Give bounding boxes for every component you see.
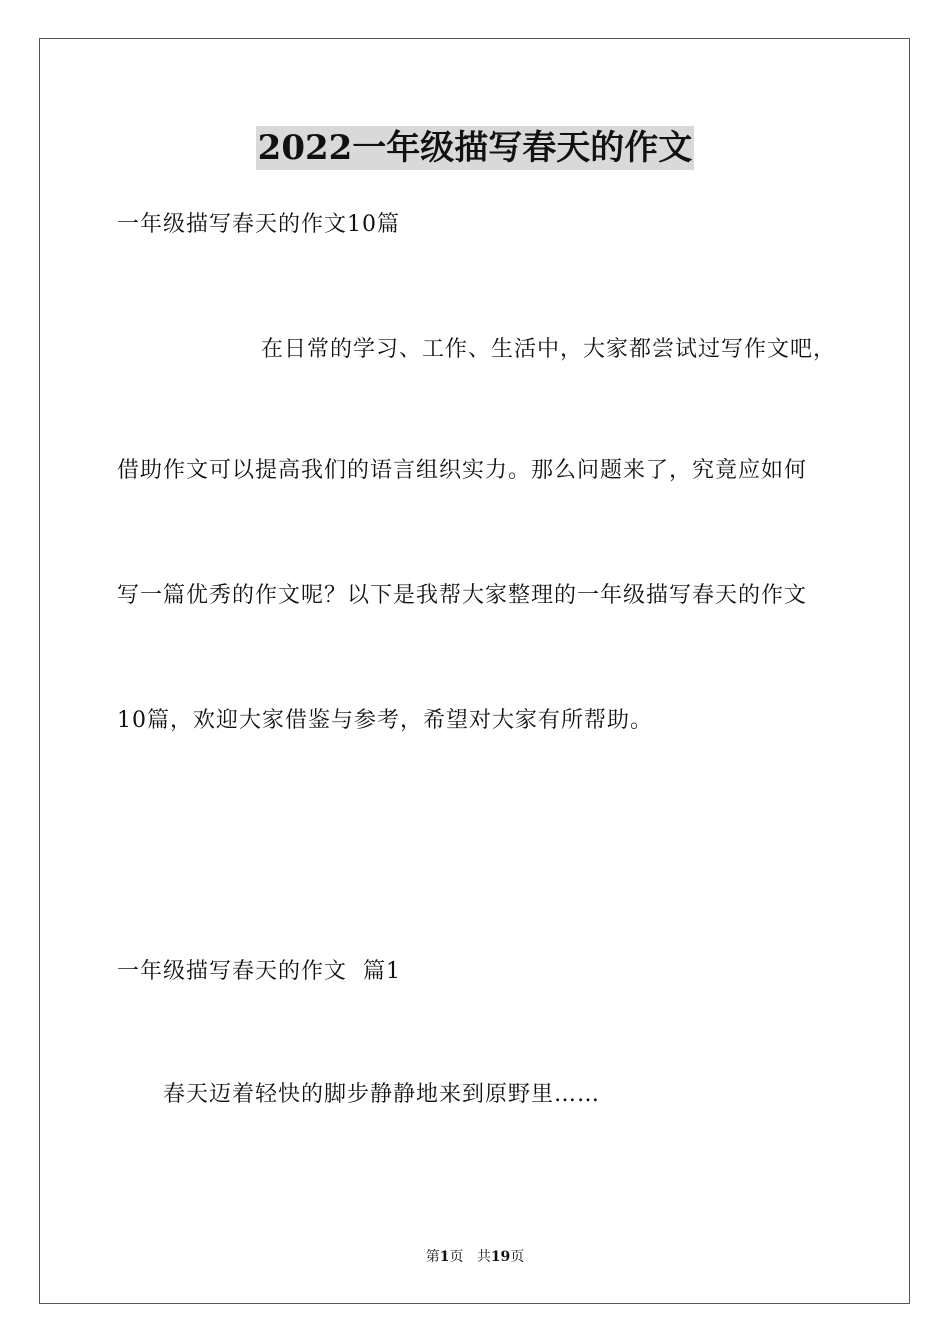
footer-total-pages: 19 xyxy=(490,1249,511,1265)
footer-total-suffix: 页 xyxy=(510,1249,525,1265)
footer-page-suffix: 页 xyxy=(449,1249,464,1265)
footer-page-number: 1 xyxy=(439,1249,450,1265)
document-title: 2022一年级描写春天的作文 xyxy=(257,128,693,168)
intro-line-3: 写一篇优秀的作文呢？以下是我帮大家整理的一年级描写春天的作文 xyxy=(117,583,808,608)
intro-line-4: 10篇，欢迎大家借鉴与参考，希望对大家有所帮助。 xyxy=(117,708,653,733)
page-footer xyxy=(0,1247,950,1267)
document-subtitle: 一年级描写春天的作文10篇 xyxy=(117,212,400,237)
section-first-line: 春天迈着轻快的脚步静静地来到原野里…… xyxy=(163,1082,601,1107)
footer-page-prefix: 第 xyxy=(425,1249,440,1265)
footer-total-prefix: 共 xyxy=(476,1249,491,1265)
intro-line-2: 借助作文可以提高我们的语言组织实力。那么问题来了，究竟应如何 xyxy=(117,458,808,483)
section-heading: 一年级描写春天的作文 篇1 xyxy=(117,959,401,984)
intro-line-1: 在日常的学习、工作、生活中，大家都尝试过写作文吧， xyxy=(261,337,837,362)
title-container xyxy=(0,126,950,170)
